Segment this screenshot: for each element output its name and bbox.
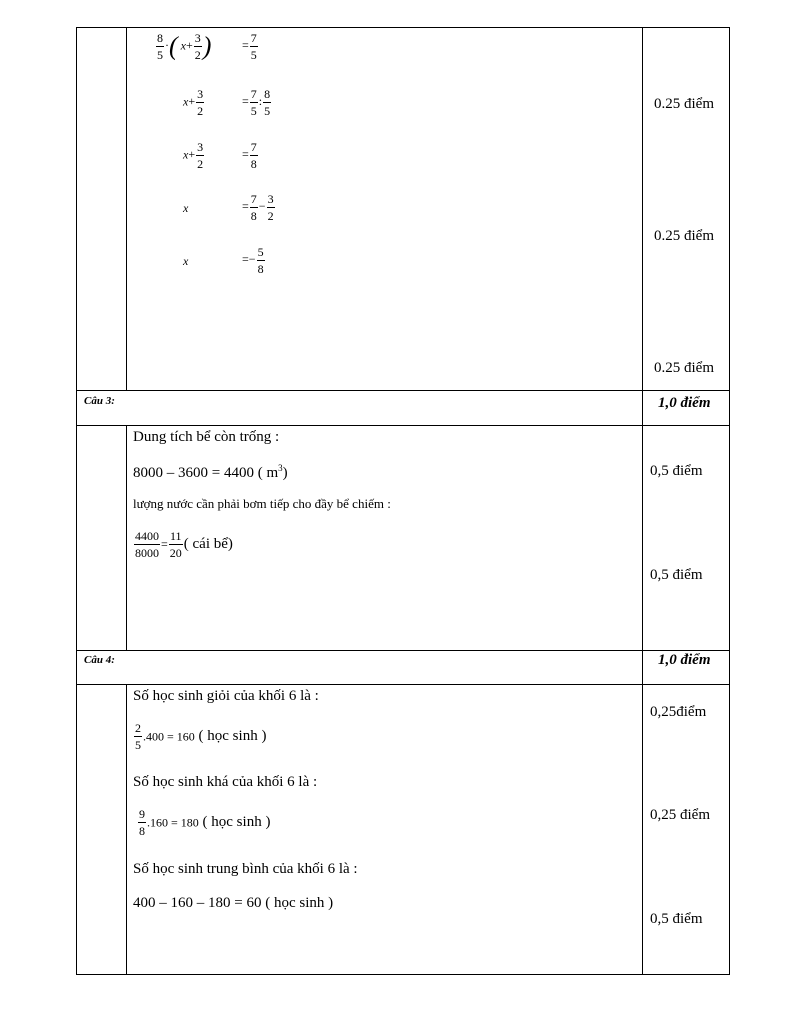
equation-step-3-rhs: = $\frac{7}{8}$ [242,140,257,171]
inner-col-left-c [126,684,127,975]
points-label: 0,5 điểm [650,463,703,479]
question-3-total: 1,0 điểm [658,395,711,411]
header-col-4 [642,650,643,685]
equation-step-5-rhs: =− $\frac{5}{8}$ [242,245,264,276]
row-divider-1 [76,390,730,391]
table-border-bottom [76,974,730,975]
row-divider-4 [76,684,730,685]
q4-line-2: Số học sinh khá của khối 6 là : [133,774,318,790]
points-label: 0,25 điểm [650,807,710,823]
points-col-c [642,684,643,975]
q4-line-3: Số học sinh trung bình của khối 6 là : [133,861,358,877]
q4-expression-2: $\frac{9}{8}$ .160 = 180 ( học sinh ) [139,807,271,838]
points-label: 0,25điểm [650,704,707,720]
table-border-top [76,27,730,28]
row-divider-3 [76,650,730,651]
equation-step-4: x [183,201,189,215]
table-border-left [76,27,77,975]
q3-line-2: 8000 – 3600 = 4400 ( $m^3$) [133,463,288,481]
table-border-right [729,27,730,975]
q3-fraction-expression: $\frac{4400}{8000}$ = $\frac{11}{20}$ ( cái bể) [135,529,233,560]
q4-line-4: 400 – 160 – 180 = 60 ( học sinh ) [133,895,334,911]
q4-expression-1: $\frac{2}{5}$ .400 = 160 ( học sinh ) [135,721,267,752]
equation-step-1-rhs: = $\frac{7}{5}$ [242,31,257,62]
points-label: 0.25 điểm [654,360,714,376]
question-3-header: Câu 3: [84,395,115,407]
points-col-a [642,27,643,391]
points-label: 0,5 điểm [650,567,703,583]
question-4-header: Câu 4: [84,654,115,666]
inner-col-left-b [126,425,127,651]
question-4-total: 1,0 điểm [658,652,711,668]
q3-line-3: lượng nước cần phải bơm tiếp cho đầy bể chiếm : [133,496,391,511]
points-label: 0.25 điểm [654,228,714,244]
points-col-b [642,425,643,651]
inner-col-left-a [126,27,127,391]
equation-step-2-rhs: = $\frac{7}{5}$ : $\frac{8}{5}$ [242,87,271,118]
equation-step-1: $\frac{8}{5}$ ·( x+ $\frac{3}{2}$ ) [157,31,212,62]
row-divider-2 [76,425,730,426]
points-label: 0.25 điểm [654,96,714,112]
points-label: 0,5 điểm [650,911,703,927]
q4-line-1: Số học sinh giỏi của khối 6 là : [133,688,319,704]
equation-step-4-rhs: = $\frac{7}{8}$ − $\frac{3}{2}$ [242,192,274,223]
header-col-3 [642,390,643,426]
equation-step-5: x [183,254,189,268]
equation-step-3: x+ $\frac{3}{2}$ [183,140,204,171]
q3-line-1: Dung tích bể còn trống : [133,429,280,445]
equation-step-2: x+ $\frac{3}{2}$ [183,87,204,118]
